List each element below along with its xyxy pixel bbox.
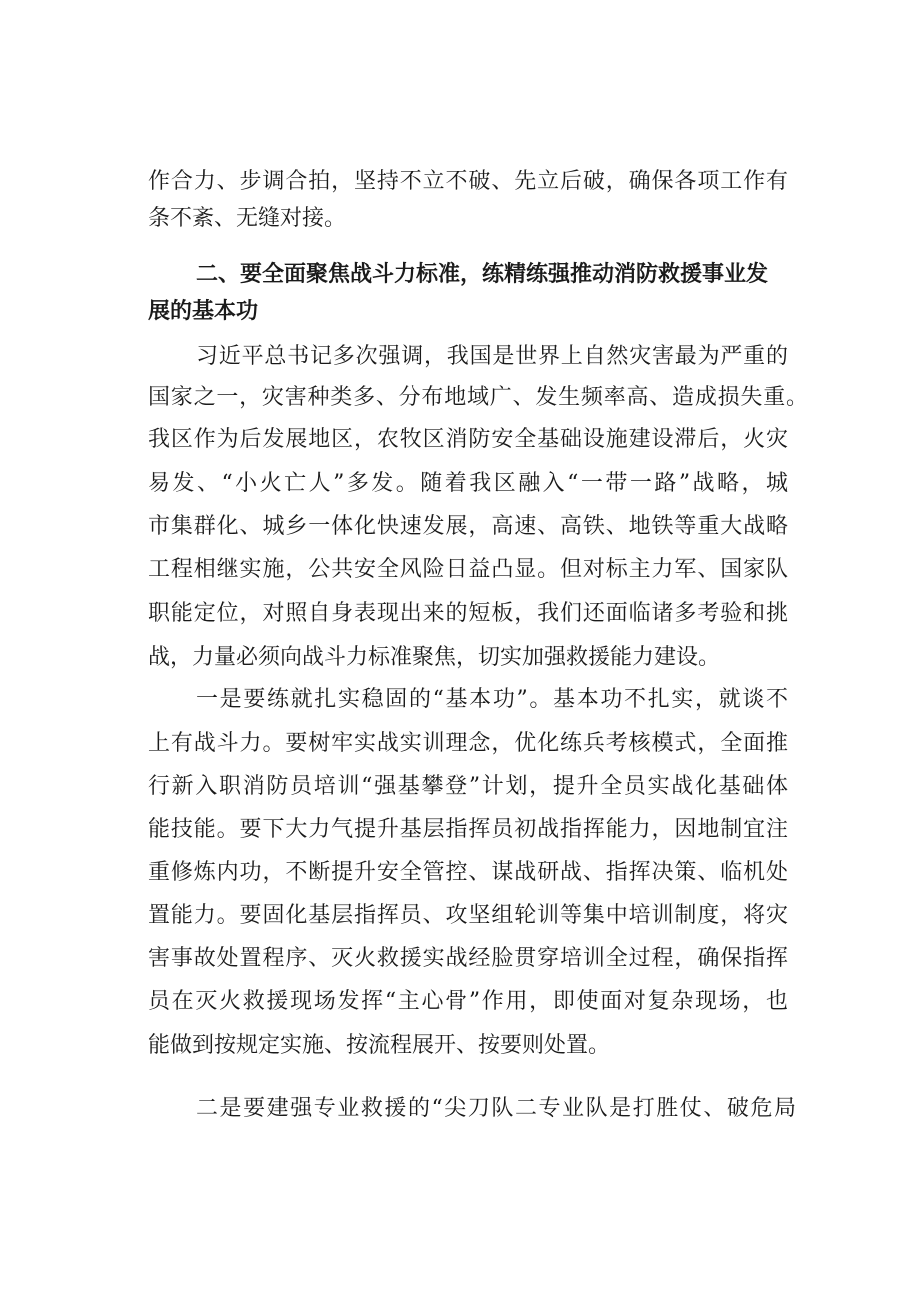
paragraph-line: 二是要建强专业救援的“尖刀队二专业队是打胜仗、破危局: [196, 1096, 796, 1121]
paragraph-line: 行新入职消防员培训“强基攀登”计划，提升全员实战化基础体: [148, 774, 788, 799]
paragraph-line: 员在灭火救援现场发挥“主心骨”作用，即使面对复杂现场，也: [148, 989, 788, 1014]
paragraph-line: 市集群化、城乡一体化快速发展，高速、高铁、地铁等重大战略: [148, 514, 788, 539]
section-heading: 展的基本功: [148, 299, 259, 324]
paragraph-line: 害事故处置程序、灭火救援实战经脸贯穿培训全过程，确保指挥: [148, 946, 788, 971]
paragraph-line: 习近平总书记多次强调，我国是世界上自然灾害最为严重的: [196, 344, 788, 369]
paragraph-line: 能技能。要下大力气提升基层指挥员初战指挥能力，因地制宜注: [148, 817, 788, 842]
paragraph-line: 作合力、步调合拍，坚持不立不破、先立后破，确保各项工作有: [148, 169, 788, 194]
paragraph-line: 战，力量必须向战斗力标准聚焦，切实加强救援能力建设。: [148, 645, 721, 670]
paragraph-line: 职能定位，对照自身表现出来的短板，我们还面临诸多考验和挑: [148, 601, 788, 626]
section-heading: 二、要全面聚焦战斗力标准，练精练强推动消防救援事业发: [196, 262, 769, 287]
paragraph-line: 能做到按规定实施、按流程展开、按要则处置。: [148, 1033, 611, 1058]
paragraph-line: 置能力。要固化基层指挥员、攻坚组轮训等集中培训制度，将灾: [148, 903, 788, 928]
paragraph-line: 我区作为后发展地区，农牧区消防安全基础设施建设滞后，火灾: [148, 427, 788, 452]
paragraph-line: 条不紊、无缝对接。: [148, 206, 347, 231]
paragraph-line: 一是要练就扎实稳固的“基本功”。基本功不扎实，就谈不: [196, 687, 788, 712]
paragraph-line: 工程相继实施，公共安全风险日益凸显。但对标主力军、国家队: [148, 557, 788, 582]
paragraph-line: 国家之一，灾害种类多、分布地域广、发生频率高、造成损失重。: [148, 385, 808, 410]
paragraph-line: 重修炼内功，不断提升安全管控、谋战研战、指挥决策、临机处: [148, 860, 788, 885]
paragraph-line: 上有战斗力。要树牢实战实训理念，优化练兵考核模式，全面推: [148, 731, 788, 756]
paragraph-line: 易发、“小火亡人”多发。随着我区融入“一带一路”战略，城: [148, 471, 788, 496]
